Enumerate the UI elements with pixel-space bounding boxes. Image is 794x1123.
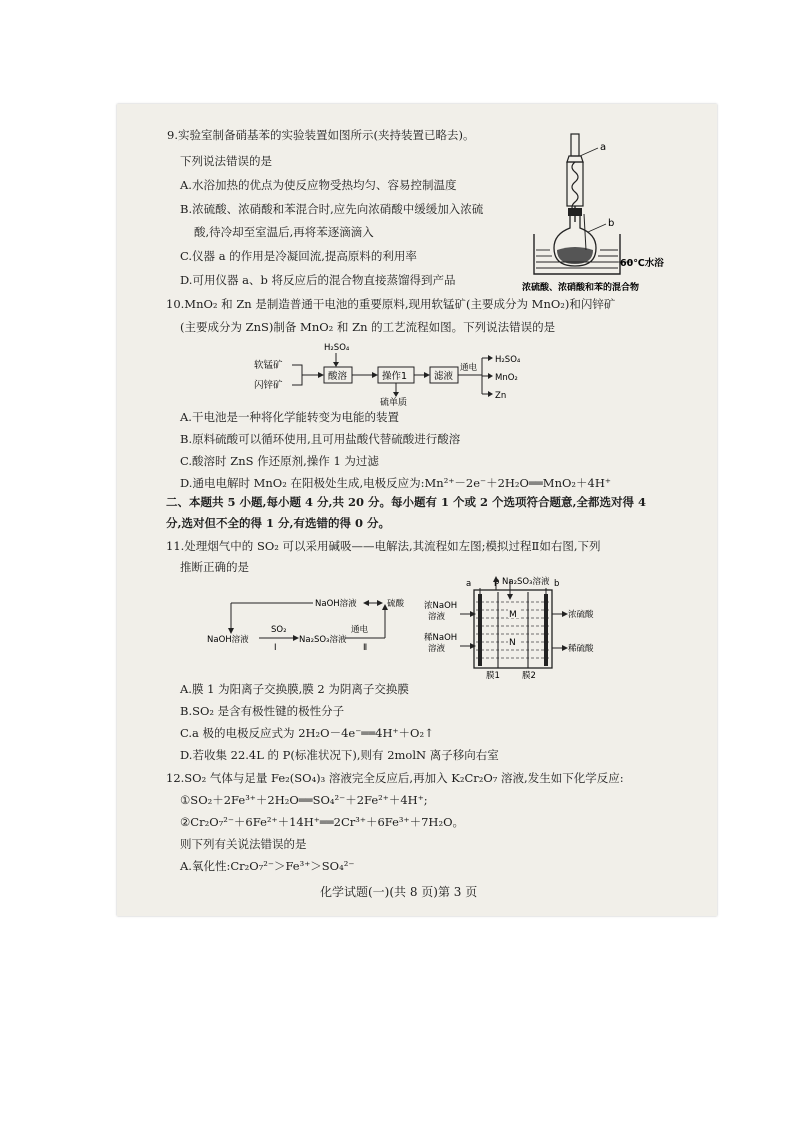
q9-stem: 9.实验室制备硝基苯的实验装置如图所示(夹持装置已略去)。	[167, 128, 475, 142]
mixture-caption: 浓硫酸、浓硝酸和苯的混合物	[522, 283, 640, 293]
cell-out-conc-h2so4: 浓硫酸	[568, 610, 594, 620]
flow-output-h2so4: H₂SO₄	[495, 355, 521, 365]
q11-stem-cont: 推断正确的是	[180, 560, 249, 574]
q11-option-d: D.若收集 22.4L 的 P(标准状况下),则有 2molN 离子移向右室	[180, 748, 499, 762]
q9-option-d: D.可用仪器 a、b 将反应后的混合物直接蒸馏得到产品	[180, 273, 456, 287]
flow-sulfur: 硫单质	[380, 398, 408, 406]
q12-equation-1: ①SO₂＋2Fe³⁺＋2H₂O══SO₄²⁻＋2Fe²⁺＋4H⁺;	[180, 793, 428, 807]
flow-box-filtrate: 滤液	[434, 371, 454, 382]
q12-option-a: A.氧化性:Cr₂O₇²⁻＞Fe³⁺＞SO₄²⁻	[180, 859, 355, 873]
q9-apparatus-figure	[520, 126, 690, 294]
cell-in-conc-naoh-2: 溶液	[428, 612, 446, 622]
cell-label-b: b	[554, 579, 560, 589]
q11-flow-chart	[205, 594, 419, 654]
flow-na2so3: Na₂SO₃溶液	[299, 635, 347, 645]
cell-in-dil-naoh: 稀NaOH	[424, 633, 458, 643]
flow-naoh-solution: NaOH溶液	[315, 599, 357, 609]
q10-option-b: B.原料硫酸可以循环使用,且可用盐酸代替硫酸进行酸溶	[180, 432, 461, 446]
q10-option-a: A.干电池是一种将化学能转变为电能的装置	[180, 410, 399, 424]
q10-flow-chart	[252, 340, 572, 406]
flow-electrolysis: 通电	[351, 625, 369, 635]
section-2-instructions: 二、本题共 5 小题,每小题 4 分,共 20 分。每小题有 1 个或 2 个选项符合题意,全都选对得 4	[166, 495, 647, 509]
cell-ion-m: M	[509, 610, 517, 620]
cell-label-na2so3: Na₂SO₃溶液	[502, 577, 550, 587]
label-a: a	[600, 142, 607, 153]
q9-ask: 下列说法错误的是	[180, 154, 272, 168]
flow-output-zn: Zn	[495, 391, 507, 401]
flow-output-mno2: MnO₂	[495, 373, 518, 383]
flow-naoh-bottom: NaOH溶液	[207, 635, 249, 645]
page-footer: 化学试题(一)(共 8 页)第 3 页	[320, 885, 478, 899]
cell-membrane-1: 膜1	[486, 671, 500, 680]
water-bath-label: 60℃水浴	[620, 258, 664, 269]
q11-option-c: C.a 极的电极反应式为 2H₂O－4e⁻══4H⁺＋O₂↑	[180, 726, 434, 740]
flow-box-operation: 操作1	[382, 371, 408, 382]
flow-ore-2: 闪锌矿	[254, 380, 283, 391]
cell-label-a: a	[466, 579, 472, 589]
flow-electrolysis: 通电	[460, 363, 478, 373]
cell-ion-n: N	[509, 638, 516, 648]
section-2-instructions-cont: 分,选对但不全的得 1 分,有选错的得 0 分。	[166, 516, 391, 530]
q11-option-a: A.膜 1 为阳离子交换膜,膜 2 为阴离子交换膜	[180, 682, 409, 696]
q12-stem: 12.SO₂ 气体与足量 Fe₂(SO₄)₃ 溶液完全反应后,再加入 K₂Cr₂O₇ 溶液,发生如下化学反应:	[166, 771, 624, 785]
q10-option-d: D.通电电解时 MnO₂ 在阳极处生成,电极反应为:Mn²⁺－2e⁻＋2H₂O══MnO₂＋4H⁺	[180, 476, 611, 490]
flow-ore-1: 软锰矿	[254, 360, 283, 371]
q11-electrolysis-cell	[422, 576, 602, 680]
q9-option-b-cont: 酸,待冷却至室温后,再将苯逐滴滴入	[194, 225, 374, 239]
cell-in-dil-naoh-2: 溶液	[428, 644, 446, 654]
q10-stem: 10.MnO₂ 和 Zn 是制造普通干电池的重要原料,现用软锰矿(主要成分为 MnO₂)和闪锌矿	[166, 297, 616, 311]
flow-step-1: Ⅰ	[274, 643, 277, 653]
label-b: b	[608, 218, 615, 229]
q9-option-c: C.仪器 a 的作用是冷凝回流,提高原料的利用率	[180, 249, 417, 263]
cell-out-dil-h2so4: 稀硫酸	[568, 644, 594, 654]
q9-option-b: B.浓硫酸、浓硝酸和苯混合时,应先向浓硝酸中缓缓加入浓硫	[180, 202, 484, 216]
q12-equation-2: ②Cr₂O₇²⁻＋6Fe²⁺＋14H⁺══2Cr³⁺＋6Fe³⁺＋7H₂O。	[180, 815, 464, 829]
q10-option-c: C.酸溶时 ZnS 作还原剂,操作 1 为过滤	[180, 454, 379, 468]
flow-so2: SO₂	[271, 625, 287, 635]
q11-option-b: B.SO₂ 是含有极性键的极性分子	[180, 704, 345, 718]
flow-acid-input: H₂SO₄	[324, 343, 350, 353]
q12-ask: 则下列有关说法错误的是	[180, 837, 307, 851]
flow-sulfuric-acid: 硫酸	[387, 599, 405, 609]
cell-in-conc-naoh: 浓NaOH	[424, 601, 458, 611]
q11-stem: 11.处理烟气中的 SO₂ 可以采用碱吸——电解法,其流程如左图;模拟过程Ⅱ如右图,下列	[166, 539, 601, 553]
flow-step-2: Ⅱ	[363, 643, 368, 653]
q9-option-a: A.水浴加热的优点为使反应物受热均匀、容易控制温度	[180, 178, 457, 192]
flow-box-dissolve: 酸溶	[328, 371, 348, 382]
q10-stem-cont: (主要成分为 ZnS)制备 MnO₂ 和 Zn 的工艺流程如图。下列说法错误的是	[180, 320, 556, 334]
cell-membrane-2: 膜2	[522, 671, 536, 680]
